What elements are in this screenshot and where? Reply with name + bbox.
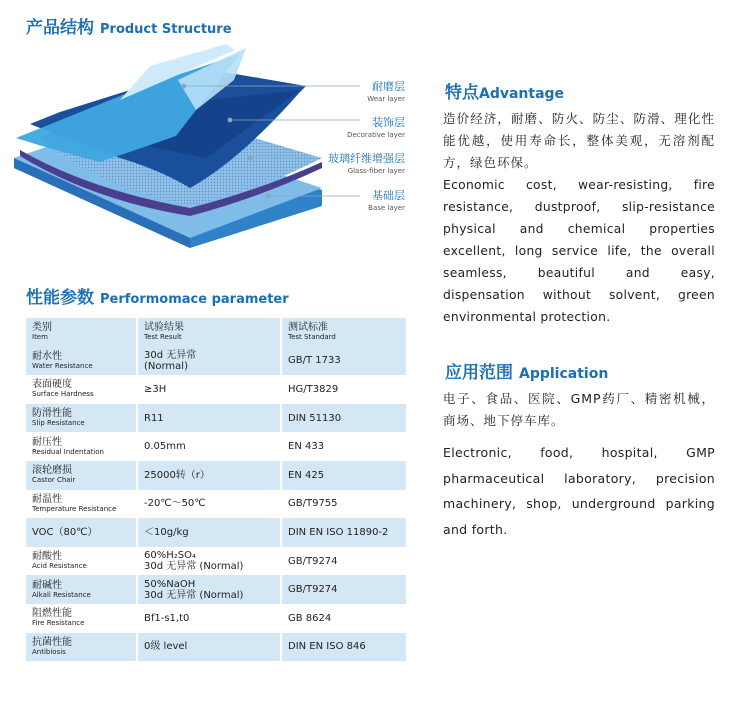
advantage-title <box>445 78 564 103</box>
result-cell: 0级 level <box>137 633 281 662</box>
table-header-cell: 试验结果 Test Result <box>137 318 281 347</box>
table-row <box>26 518 407 547</box>
standard-cell: DIN 51130 <box>281 404 407 433</box>
application-text-en: Electronic, food, hospital, GMP pharmaceutical laboratory, precision machinery, shop, underground parking and forth. <box>443 445 715 537</box>
table-row <box>26 575 407 604</box>
item-cell: 耐压性 Residual Indentation <box>26 432 137 461</box>
result-cell: ＜10g/kg <box>137 518 281 547</box>
item-cell: 耐碱性 Alkali Resistance <box>26 575 137 604</box>
table-body <box>26 347 407 662</box>
result-cell: 25000转（r） <box>137 461 281 490</box>
table-row <box>26 375 407 404</box>
table-row <box>26 633 407 662</box>
table-row <box>26 404 407 433</box>
table-row <box>26 604 407 633</box>
application-title-zh: 应用范围 <box>445 363 513 383</box>
item-cell: 耐酸性 Acid Resistance <box>26 547 137 576</box>
standard-cell: GB 8624 <box>281 604 407 633</box>
item-cell: 耐水性 Water Resistance <box>26 347 137 376</box>
result-cell: Bf1-s1,t0 <box>137 604 281 633</box>
item-cell: 抗菌性能 Antibiosis <box>26 633 137 662</box>
standard-cell: GB/T9755 <box>281 490 407 519</box>
standard-cell: HG/T3829 <box>281 375 407 404</box>
structure-title-zh: 产品结构 <box>26 18 94 38</box>
performance-title-zh: 性能参数 <box>26 288 94 308</box>
table-row <box>26 432 407 461</box>
standard-cell: DIN EN ISO 846 <box>281 633 407 662</box>
standard-cell: GB/T 1733 <box>281 347 407 376</box>
result-cell: ≥3H <box>137 375 281 404</box>
item-cell: 滚轮磨损 Castor Chair <box>26 461 137 490</box>
layer-structure-diagram <box>0 40 430 255</box>
decorative-layer-label: 装饰层 Decorative layer <box>347 116 405 139</box>
table-row <box>26 347 407 376</box>
standard-cell: EN 433 <box>281 432 407 461</box>
advantage-text-zh: 造价经济，耐磨、防火、防尘、防滑、理化性能优越，使用寿命长，整体美观，无溶剂配方，绿色环保。 <box>443 111 715 170</box>
item-cell: VOC（80℃） <box>26 518 137 547</box>
advantage-title-zh: 特点 <box>445 83 479 103</box>
wear-layer-label: 耐磨层 Wear layer <box>367 80 405 103</box>
table-header-cell: 类别 Item <box>26 318 137 347</box>
standard-cell: GB/T9274 <box>281 547 407 576</box>
glass-fiber-layer-label: 玻璃纤维增强层 Glass-fiber layer <box>328 152 405 175</box>
result-cell: 60%H₂SO₄ 30d 无异常 (Normal) <box>137 547 281 576</box>
advantage-text-en: Economic cost, wear-resisting, fire resistance, dustproof, slip-resistance physical and chemical properties excellent, long service life, the overall seamless, beautiful and easy, dispensation without solvent, green environmental protection. <box>443 178 715 324</box>
table-header-cell: 测试标准 Test Standard <box>281 318 407 347</box>
result-cell: R11 <box>137 404 281 433</box>
base-layer-label: 基础层 Base layer <box>368 189 405 212</box>
result-cell: 30d 无异常 (Normal) <box>137 347 281 376</box>
result-cell: 0.05mm <box>137 432 281 461</box>
advantage-title-en: Advantage <box>479 86 565 102</box>
application-title-en: Application <box>519 366 609 382</box>
result-cell: -20℃～50℃ <box>137 490 281 519</box>
table-row <box>26 461 407 490</box>
application-title <box>445 358 608 383</box>
standard-cell: EN 425 <box>281 461 407 490</box>
result-cell: 50%NaOH 30d 无异常 (Normal) <box>137 575 281 604</box>
table-row <box>26 547 407 576</box>
item-cell: 防滑性能 Slip Resistance <box>26 404 137 433</box>
table-row <box>26 490 407 519</box>
table-header-row <box>26 318 407 347</box>
application-text-zh: 电子、食品、医院、GMP药厂、精密机械，商场、地下停车库。 <box>443 391 715 428</box>
item-cell: 耐温性 Temperature Resistance <box>26 490 137 519</box>
performance-table <box>26 318 408 661</box>
standard-cell: DIN EN ISO 11890-2 <box>281 518 407 547</box>
item-cell: 阻燃性能 Fire Resistance <box>26 604 137 633</box>
performance-title <box>26 283 289 308</box>
performance-title-en: Performomace parameter <box>100 292 289 307</box>
product-structure-title <box>26 13 232 38</box>
item-cell: 表面硬度 Surface Hardness <box>26 375 137 404</box>
standard-cell: GB/T9274 <box>281 575 407 604</box>
structure-title-en: Product Structure <box>100 22 232 37</box>
